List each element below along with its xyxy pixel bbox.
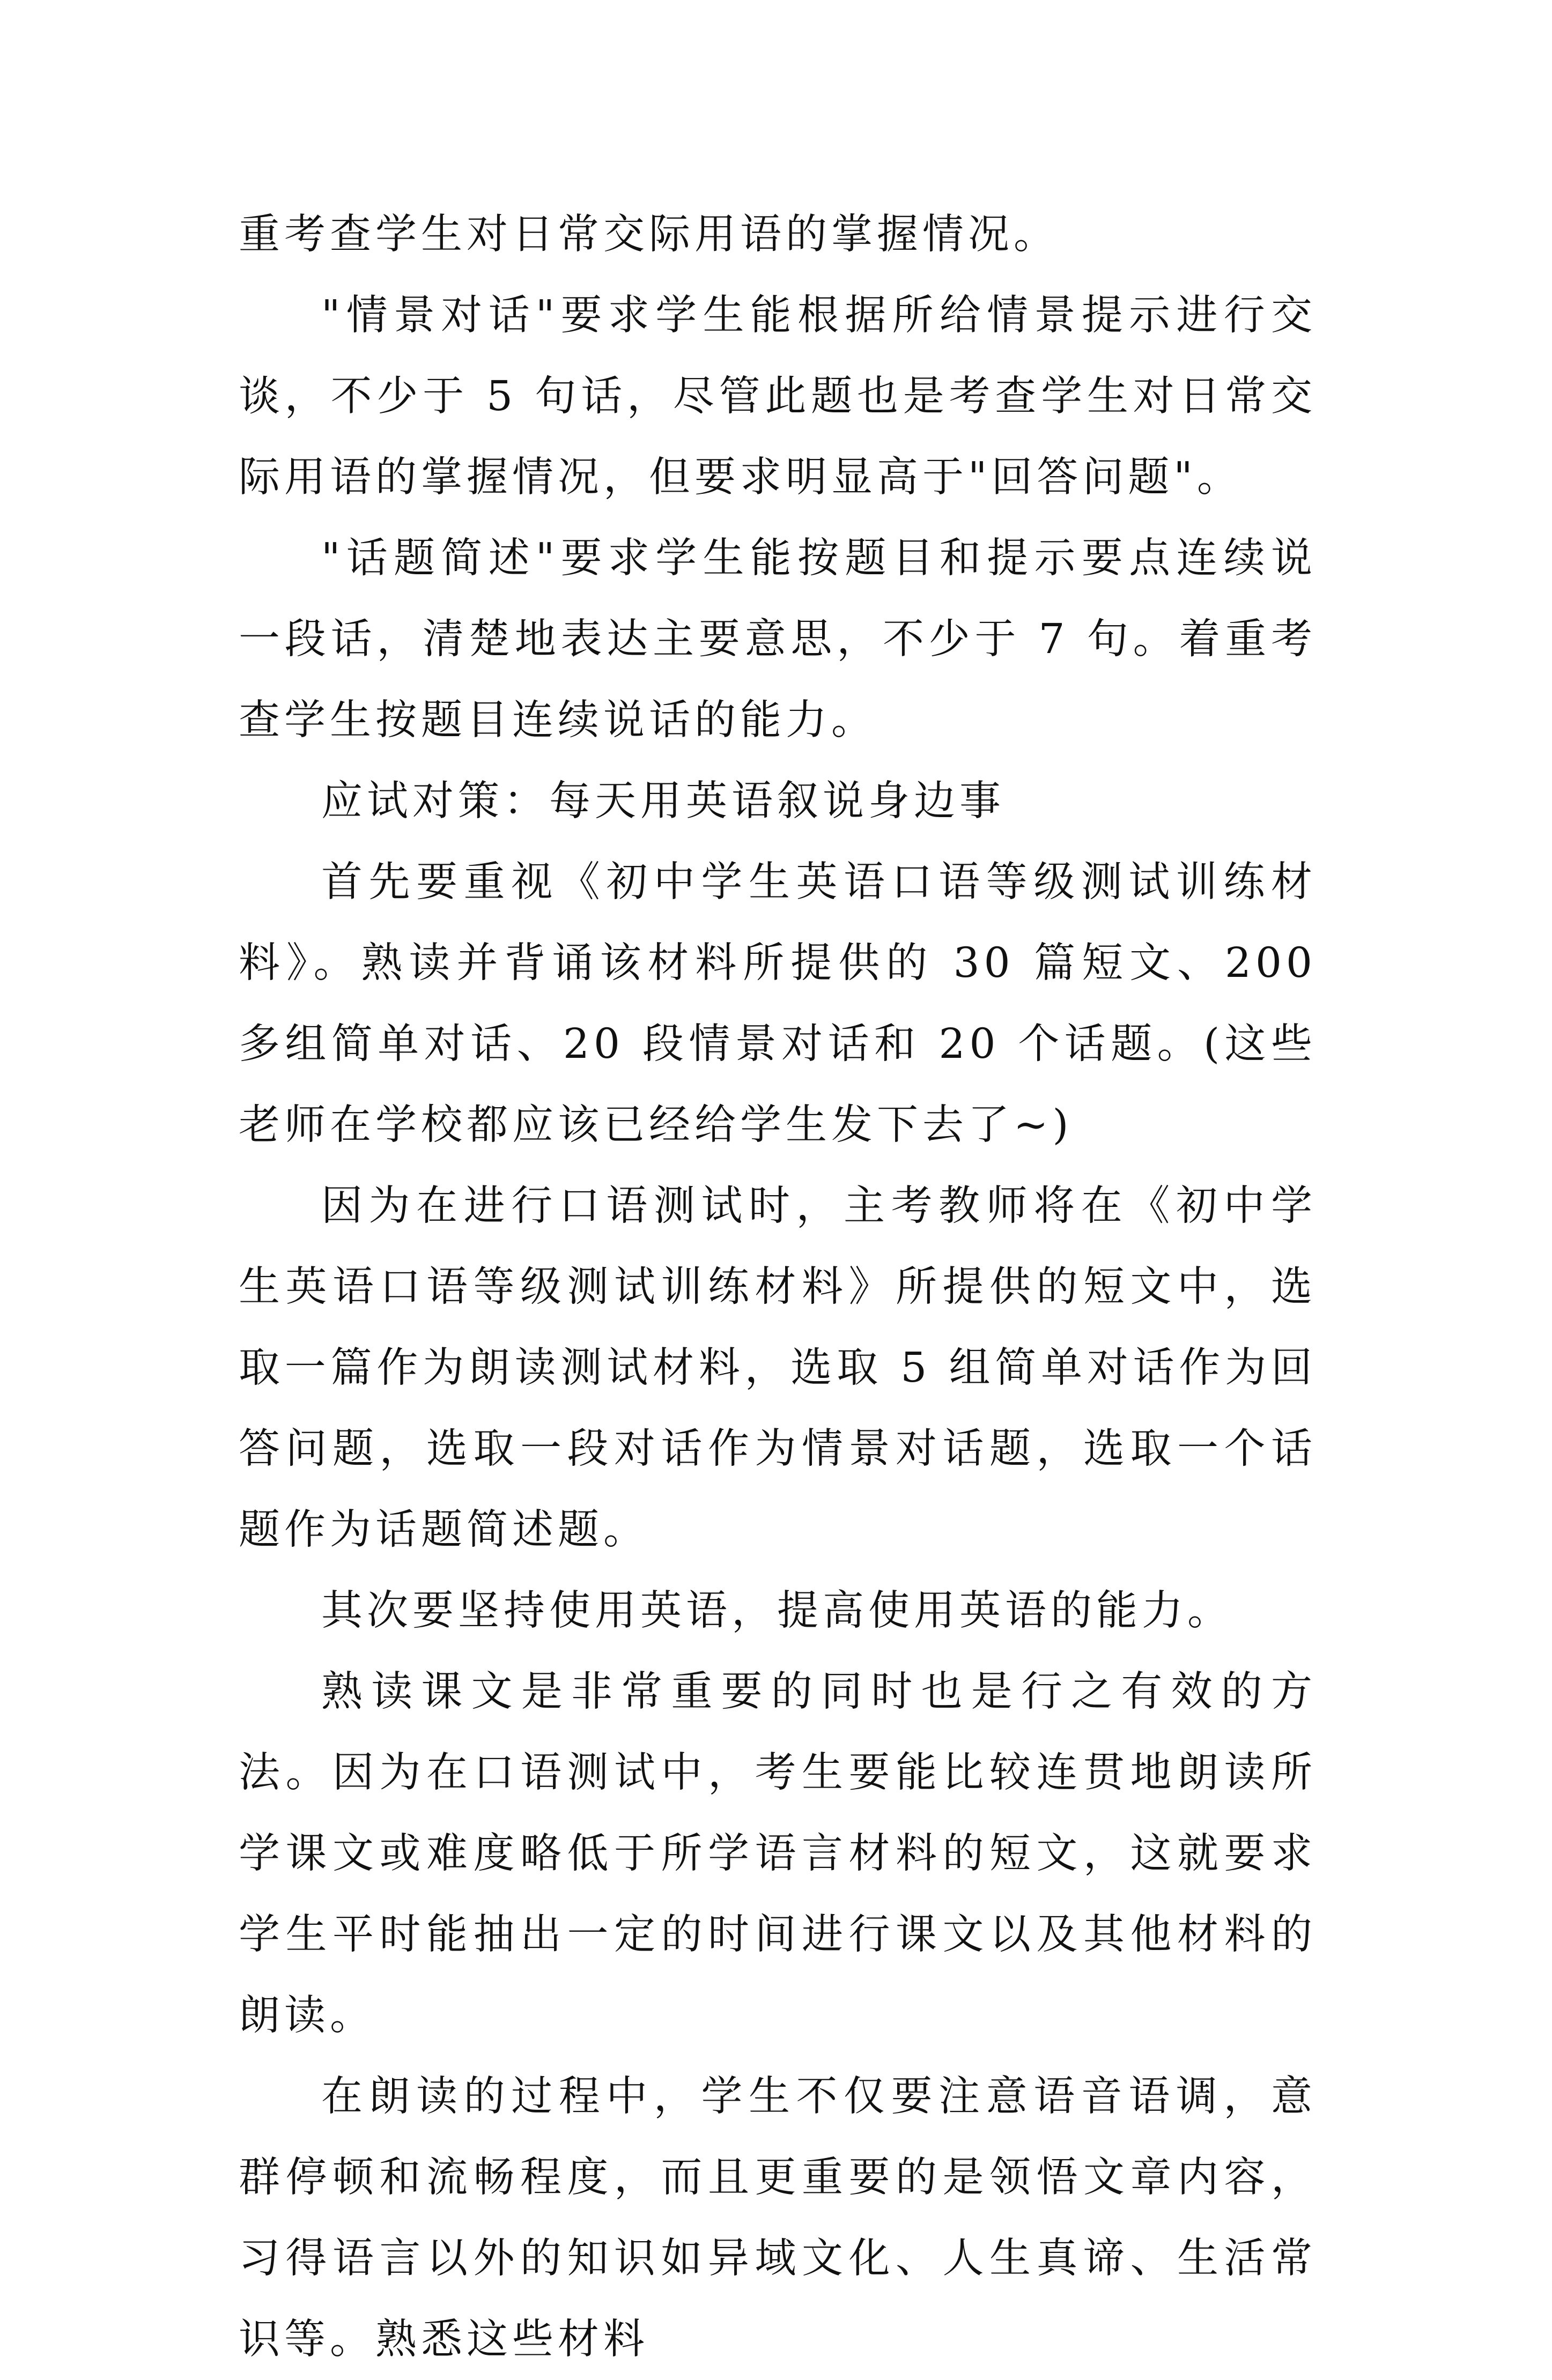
paragraph-test-selection: 因为在进行口语测试时，主考教师将在《初中学生英语口语等级测试训练材料》所提供的短文中，选取一篇作为朗读测试材料，选取 5 组简单对话作为回答问题，选取一段对话作为情景对话题，选取一个话题作为话题简述题。 (239, 1182, 1317, 1554)
document-body (239, 194, 1317, 2380)
paragraph-strategy-heading: 应试对策：每天用英语叙说身边事 (321, 777, 1005, 825)
paragraph-training-materials: 首先要重视《初中学生英语口语等级测试训练材料》。熟读并背诵该材料所提供的 30 篇短文、200 多组简单对话、20 段情景对话和 20 个话题。(这些老师在学校都应该已经给学生发下去了~) (239, 858, 1317, 1149)
paragraph-reading-process: 在朗读的过程中，学生不仅要注意语音语调，意群停顿和流畅程度，而且更重要的是领悟文章内容，习得语言以外的知识如异域文化、人生真谛、生活常识等。熟悉这些材料 (239, 2073, 1317, 2363)
paragraph-topic-summary: "话题简述"要求学生能按题目和提示要点连续说一段话，清楚地表达主要意思，不少于 7 句。着重考查学生按题目连续说话的能力。 (239, 535, 1317, 744)
paragraph-use-english: 其次要坚持使用英语，提高使用英语的能力。 (321, 1587, 1233, 1635)
paragraph-continuation: 重考查学生对日常交际用语的掌握情况。 (239, 211, 1059, 258)
paragraph-situational-dialogue: "情景对话"要求学生能根据所给情景提示进行交谈，不少于 5 句话，尽管此题也是考查学生对日常交际用语的掌握情况，但要求明显高于"回答问题"。 (239, 292, 1317, 501)
paragraph-read-texts: 熟读课文是非常重要的同时也是行之有效的方法。因为在口语测试中，考生要能比较连贯地朗读所学课文或难度略低于所学语言材料的短文，这就要求学生平时能抽出一定的时间进行课文以及其他材料的朗读。 (239, 1668, 1317, 2040)
